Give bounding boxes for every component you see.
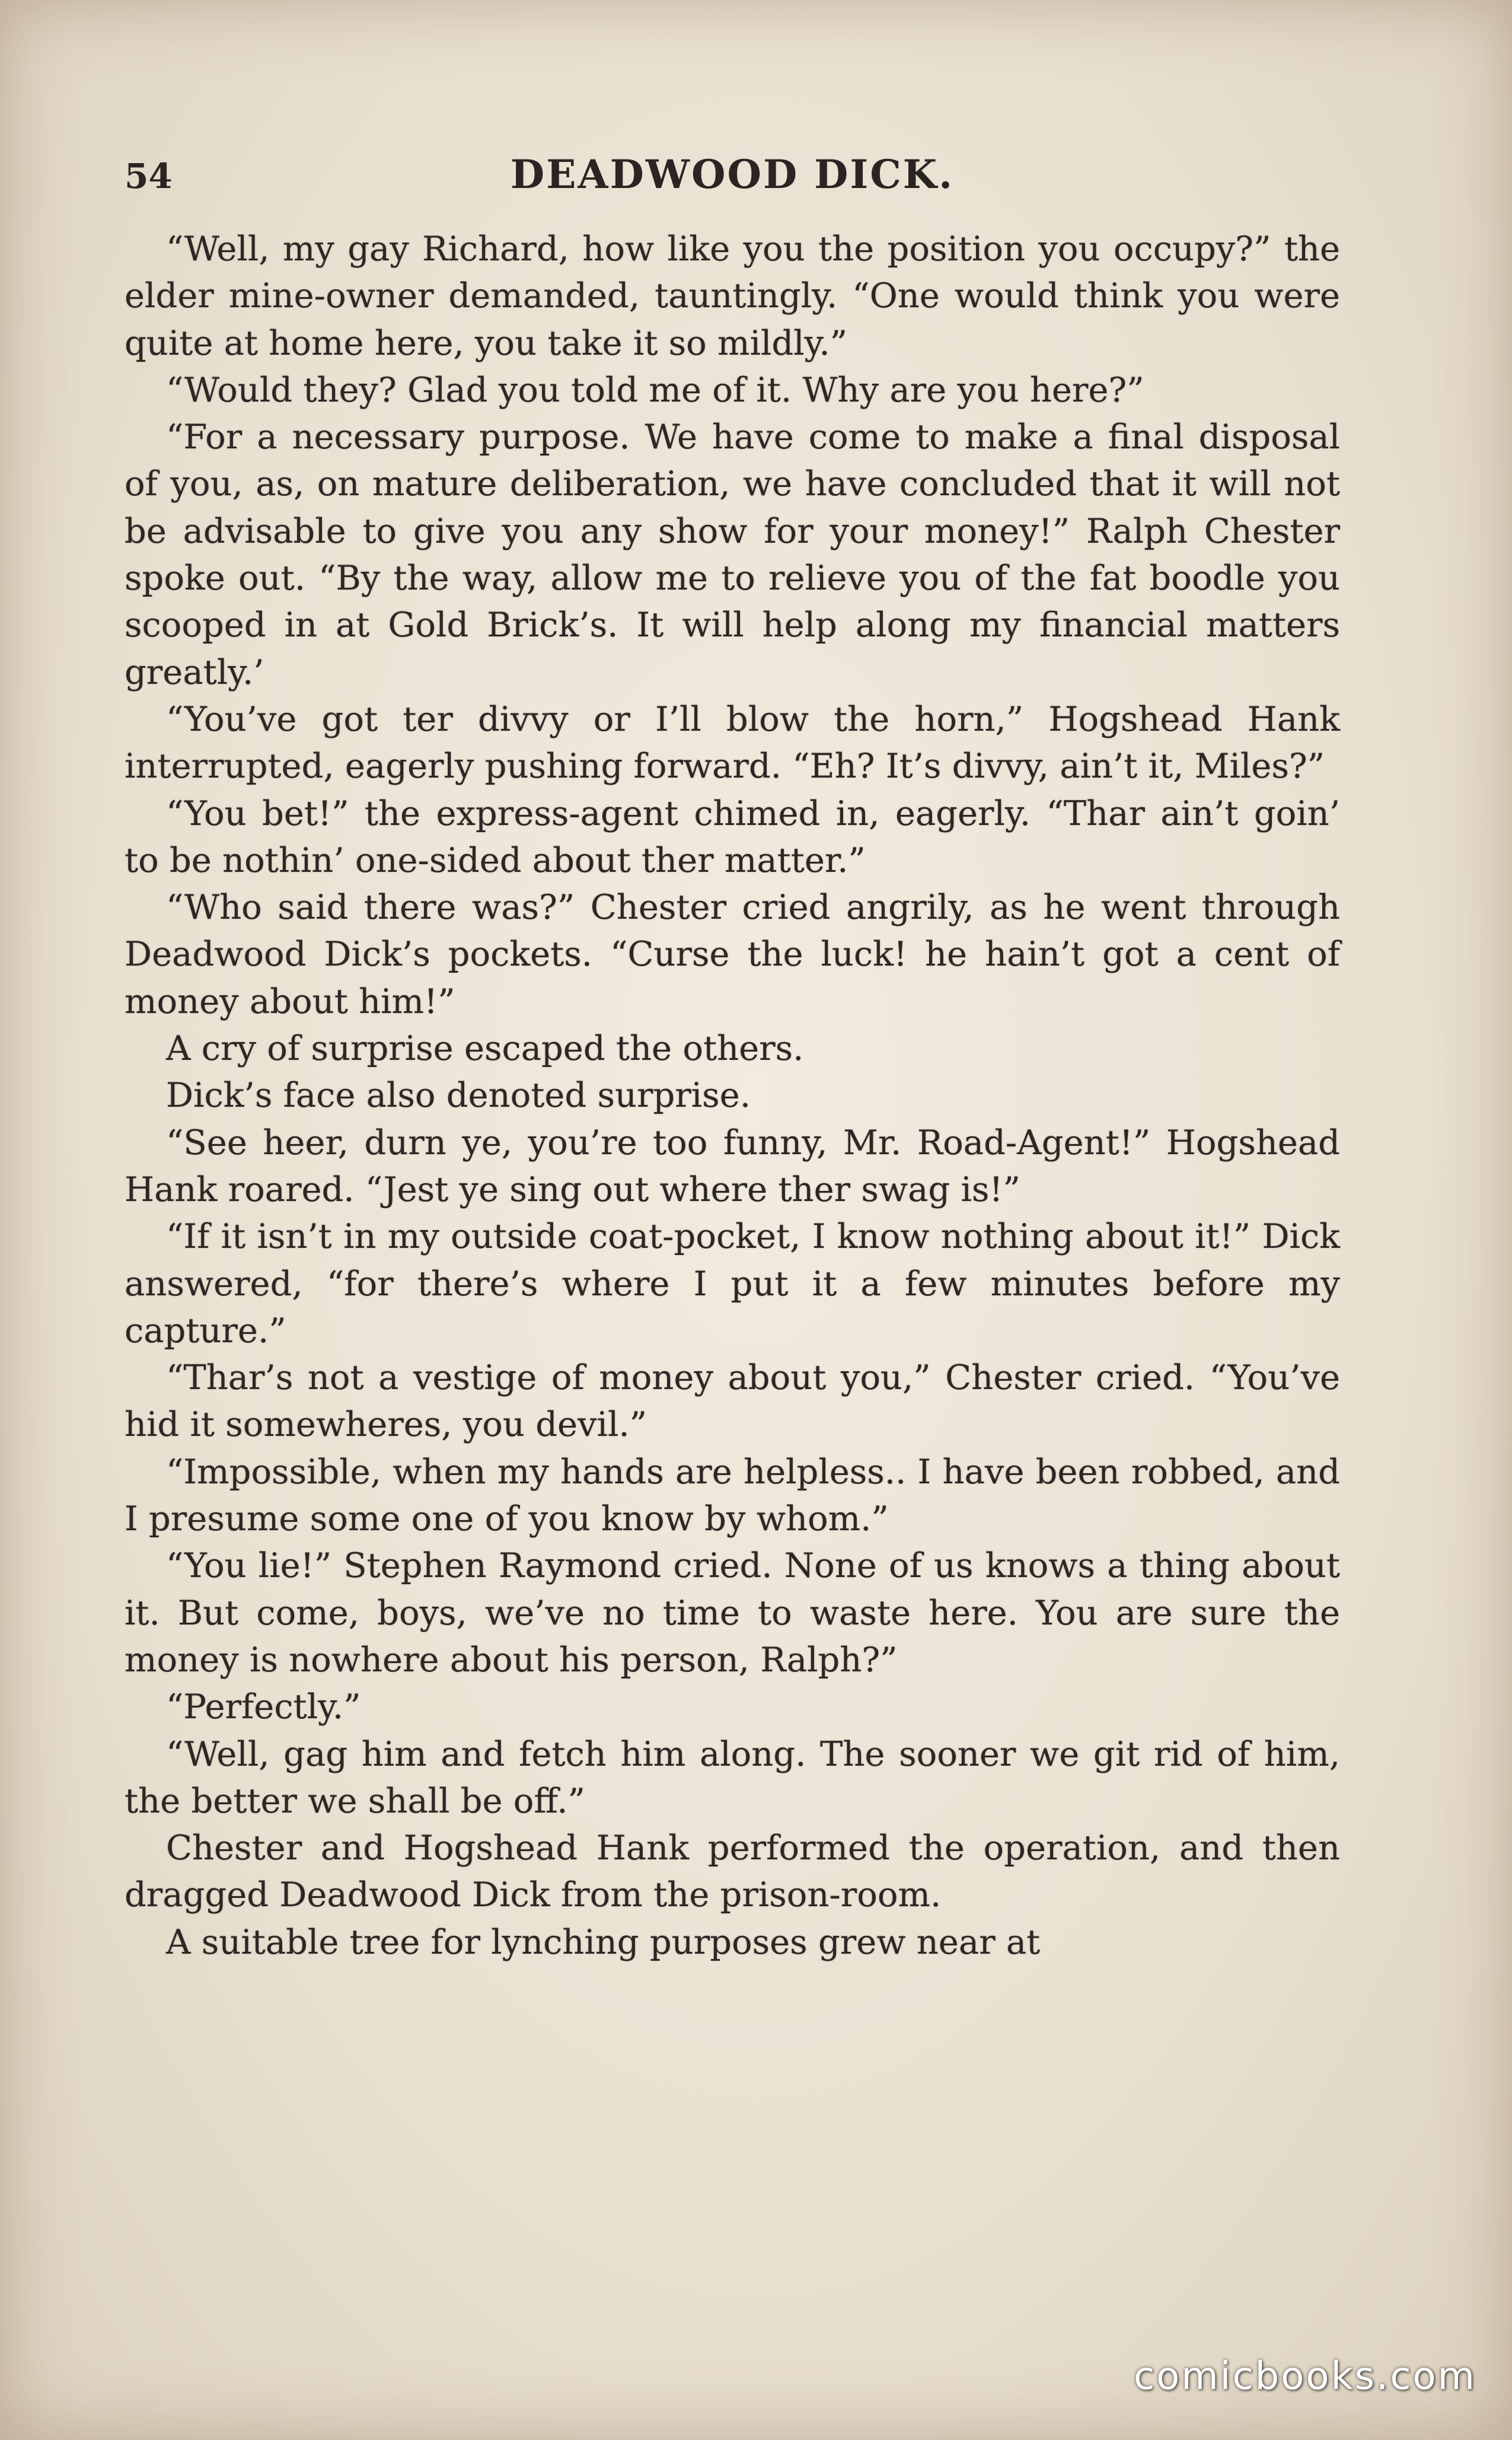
- paragraph: “Well, my gay Richard, how like you the position you occupy?” the elder mine-owner demanded, tauntingly. “One would think you were quite at home here, you take it so mildly.”: [125, 229, 1340, 363]
- running-head: DEADWOOD DICK.: [510, 151, 955, 198]
- paragraph: “You’ve got ter divvy or I’ll blow the horn,” Hogshead Hank interrupted, eagerly pushing forward. “Eh? It’s divvy, ain’t it, Miles?”: [125, 699, 1340, 786]
- paragraph: “Well, gag him and fetch him along. The sooner we git rid of him, the better we shall be off.”: [125, 1734, 1340, 1821]
- paragraph: “Thar’s not a vestige of money about you,” Chester cried. “You’ve hid it somewheres, you devil.”: [125, 1358, 1340, 1445]
- paragraph: “Who said there was?” Chester cried angrily, as he went through Deadwood Dick’s pockets. “Curse the luck! he hain’t got a cent of money about him!”: [125, 887, 1340, 1021]
- paragraph: A suitable tree for lynching purposes grew near at: [166, 1922, 1041, 1962]
- paragraph: Chester and Hogshead Hank performed the operation, and then dragged Deadwood Dick from the prison-room.: [125, 1828, 1340, 1915]
- page-header: [125, 151, 1340, 205]
- paragraph: A cry of surprise escaped the others.: [166, 1028, 804, 1069]
- paragraph: “If it isn’t in my outside coat-pocket, I know nothing about it!” Dick answered, “for there’s where I put it a few minutes before my capture.”: [125, 1216, 1340, 1350]
- paragraph: “Would they? Glad you told me of it. Why are you here?”: [166, 369, 1144, 410]
- paragraph: “For a necessary purpose. We have come to make a final disposal of you, as, on mature deliberation, we have concluded that it will not be advisable to give you any show for your money!” Ralph Chester spoke out. “By the way, allow me to relieve you of the fat boodle you scooped in at Gold Brick’s. It will help along my financial matters greatly.’: [125, 417, 1340, 692]
- paragraph: “Impossible, when my hands are helpless.. I have been robbed, and I presume some one of you know by whom.”: [125, 1451, 1340, 1539]
- body-text: [125, 225, 1340, 1966]
- paragraph: “See heer, durn ye, you’re too funny, Mr. Road-Agent!” Hogshead Hank roared. “Jest ye sing out where ther swag is!”: [125, 1122, 1340, 1209]
- paragraph: Dick’s face also denoted surprise.: [166, 1075, 751, 1116]
- paragraph: “You bet!” the express-agent chimed in, eagerly. “Thar ain’t goin’ to be nothin’ one-sided about ther matter.”: [125, 793, 1340, 880]
- paragraph: “You lie!” Stephen Raymond cried. None of us knows a thing about it. But come, boys, we’ve no time to waste here. You are sure the money is nowhere about his person, Ralph?”: [125, 1546, 1340, 1680]
- page-number: 54: [125, 156, 173, 196]
- watermark: comicbooks.com: [1133, 2355, 1476, 2398]
- paragraph: “Perfectly.”: [166, 1687, 361, 1727]
